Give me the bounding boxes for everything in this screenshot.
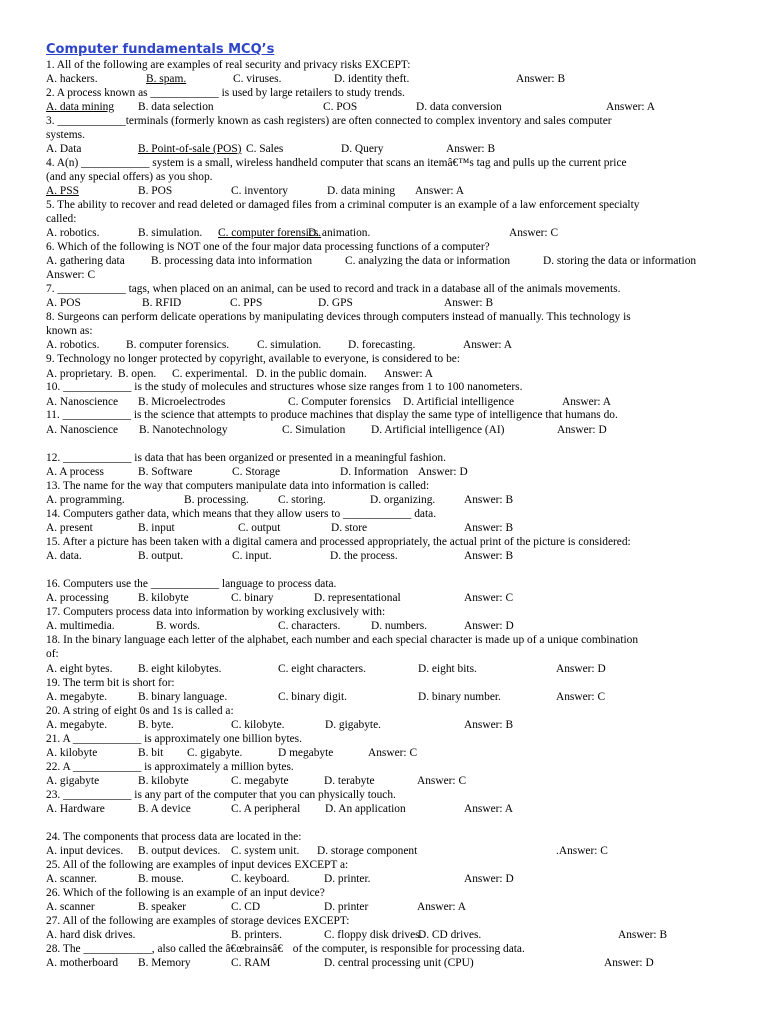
question-text: 12. ____________ is data that has been organized or presented in a meaningful fashion. — [46, 452, 446, 464]
question-text-continuation: called: — [46, 213, 77, 225]
option-c: C. output — [238, 522, 281, 534]
answer-text: Answer: A — [464, 803, 514, 815]
option-b: B. mouse. — [138, 873, 184, 885]
answer-text: Answer: D — [604, 957, 654, 969]
answer-text: Answer: A — [417, 901, 467, 913]
answer-text: Answer: A — [606, 101, 656, 113]
question-text: 11. ____________ is the science that attempts to produce machines that display the same type of intelligence that humans do. — [46, 409, 618, 421]
option-a: A. Nanoscience — [46, 396, 119, 408]
option-a: A. hard disk drives. — [46, 929, 136, 941]
question-text: 10. ____________ is the study of molecules and structures whose size ranges from 1 to 100 nanometers. — [46, 381, 523, 393]
option-a: A. kilobyte — [46, 747, 98, 759]
question-text: 17. Computers process data into information by working exclusively with: — [46, 606, 386, 618]
option-c: C. floppy disk drives. — [324, 929, 423, 941]
question-text: 14. Computers gather data, which means that they allow users to ____________ data. — [46, 508, 437, 520]
option-a: A. proprietary. — [46, 368, 113, 380]
answer-text: Answer: B — [444, 297, 494, 309]
option-a: A. POS — [46, 297, 81, 309]
option-c: C. inventory — [231, 185, 288, 197]
answer-text: Answer: D — [464, 873, 514, 885]
option-b: B. Point-of-sale (POS) — [138, 143, 242, 155]
option-a: A. Data — [46, 143, 82, 155]
option-a: A. megabyte. — [46, 691, 108, 703]
option-c: C. binary — [231, 592, 274, 604]
option-d: D. identity theft. — [334, 73, 410, 85]
answer-text: Answer: D — [464, 620, 514, 632]
option-c: C. binary digit. — [278, 691, 347, 703]
answer-text: Answer: A — [463, 339, 513, 351]
option-d: D. the process. — [330, 550, 398, 562]
option-b: B. printers. — [231, 929, 282, 941]
option-a: A. Hardware — [46, 803, 105, 815]
option-d: D. data conversion — [416, 101, 502, 113]
answer-text: Answer: B — [464, 522, 514, 534]
answer-text: Answer: C — [368, 747, 418, 759]
answer-text: Answer: B — [464, 494, 514, 506]
option-b: B. speaker — [138, 901, 187, 913]
option-d: D. printer. — [324, 873, 371, 885]
option-c: C. simulation. — [257, 339, 322, 351]
answer-text: Answer: C — [46, 269, 96, 281]
option-c: C. input. — [232, 550, 272, 562]
option-a: A. data mining — [46, 101, 115, 113]
option-a: A. data. — [46, 550, 82, 562]
option-c: C. POS — [323, 101, 358, 113]
option-b: B. Microelectrodes — [138, 396, 226, 408]
option-d: D. CD drives. — [418, 929, 482, 941]
option-d: D. organizing. — [370, 494, 436, 506]
question-text: 3. ____________terminals (formerly known as cash registers) are often connected to complex inventory and sales computer — [46, 115, 612, 127]
option-a: A. eight bytes. — [46, 663, 113, 675]
option-c: C. analyzing the data or information — [345, 255, 511, 267]
option-a: A. robotics. — [46, 339, 100, 351]
option-c: C. PPS — [230, 297, 263, 309]
option-c: C. viruses. — [233, 73, 282, 85]
option-a: A. robotics. — [46, 227, 100, 239]
option-b: B. binary language. — [138, 691, 228, 703]
option-a: A. gathering data — [46, 255, 125, 267]
answer-text: Answer: D — [557, 424, 607, 436]
question-text-continuation: of: — [46, 648, 59, 660]
question-text: 28. The ____________, also called the â€œbrainsâ€ of the computer, is responsible for processing data. — [46, 943, 525, 955]
option-b: B. POS — [138, 185, 173, 197]
question-text: 2. A process known as ____________ is used by large retailers to study trends. — [46, 87, 405, 99]
question-text: 20. A string of eight 0s and 1s is called a: — [46, 705, 234, 717]
option-b: B. processing data into information — [151, 255, 313, 267]
option-c: C. A peripheral — [231, 803, 301, 815]
page-title: Computer fundamentals MCQ’s — [46, 42, 275, 57]
option-c: C. eight characters. — [278, 663, 366, 675]
question-text: 4. A(n) ____________ system is a small, wireless handheld computer that scans an itemâ€™s tag and pulls up the current price — [46, 157, 627, 169]
question-text: 27. All of the following are examples of storage devices EXCEPT: — [46, 915, 350, 927]
option-a: A. scanner. — [46, 873, 97, 885]
option-c: C. experimental. — [172, 368, 248, 380]
question-text: 24. The components that process data are located in the: — [46, 831, 302, 843]
option-c: C. megabyte — [231, 775, 289, 787]
answer-text: .Answer: C — [556, 845, 608, 857]
answer-text: Answer: C — [556, 691, 606, 703]
option-d: D. Artificial intelligence (AI) — [371, 424, 505, 436]
option-b: B. open. — [118, 368, 157, 380]
option-c: C. Computer forensics — [288, 396, 391, 408]
option-d: D. central processing unit (CPU) — [324, 957, 474, 969]
option-b: B. input — [138, 522, 175, 534]
answer-text: Answer: B — [516, 73, 566, 85]
option-b: B. RFID — [142, 297, 182, 309]
answer-text: Answer: B — [446, 143, 496, 155]
option-d: D. printer — [324, 901, 369, 913]
option-c: C. RAM — [231, 957, 271, 969]
option-c: C. kilobyte. — [231, 719, 285, 731]
option-d: D. Information — [340, 466, 409, 478]
option-b: B. output. — [138, 550, 184, 562]
option-a: A. motherboard — [46, 957, 119, 969]
option-b: B. Nanotechnology — [139, 424, 228, 436]
answer-text: Answer: A — [562, 396, 612, 408]
option-a: A. input devices. — [46, 845, 124, 857]
answer-text: Answer: A — [415, 185, 465, 197]
option-c: C. Simulation — [282, 424, 346, 436]
answer-text: Answer: B — [464, 550, 514, 562]
question-text: 1. All of the following are examples of real security and privacy risks EXCEPT: — [46, 59, 411, 71]
option-b: B. computer forensics. — [126, 339, 230, 351]
question-text: 9. Technology no longer protected by copyright, available to everyone, is considered to be: — [46, 353, 460, 365]
option-b: B. eight kilobytes. — [138, 663, 222, 675]
option-d: D. forecasting. — [348, 339, 416, 351]
option-c: C. gigabyte. — [187, 747, 243, 759]
question-text: 6. Which of the following is NOT one of the four major data processing functions of a computer? — [46, 241, 490, 253]
option-d: D. terabyte — [324, 775, 375, 787]
question-text: 5. The ability to recover and read deleted or damaged files from a criminal computer is an example of a law enforcement specialty — [46, 199, 640, 211]
option-c: C. computer forensics. — [218, 227, 322, 239]
option-c: C. storing. — [278, 494, 326, 506]
option-a: A. scanner — [46, 901, 95, 913]
option-c: C. keyboard. — [231, 873, 290, 885]
question-text: 8. Surgeons can perform delicate operations by manipulating devices through computers instead of manually. This technology is — [46, 311, 631, 323]
option-a: A. multimedia. — [46, 620, 115, 632]
option-a: A. processing — [46, 592, 109, 604]
option-c: C. characters. — [278, 620, 341, 632]
option-d: D. in the public domain. — [256, 368, 367, 380]
option-d: D. GPS — [318, 297, 353, 309]
option-b: B. Software — [138, 466, 193, 478]
option-b: B. data selection — [138, 101, 214, 113]
answer-text: Answer: C — [464, 592, 514, 604]
option-b: B. simulation. — [138, 227, 203, 239]
option-c: C. system unit. — [231, 845, 300, 857]
option-a: A. programming. — [46, 494, 125, 506]
question-text-continuation: systems. — [46, 129, 85, 141]
option-a: A. hackers. — [46, 73, 98, 85]
option-d: D. animation. — [308, 227, 371, 239]
question-text: 13. The name for the way that computers manipulate data into information is called: — [46, 480, 430, 492]
option-a: A. PSS — [46, 185, 79, 197]
option-a: A. present — [46, 522, 93, 534]
question-text: 19. The term bit is short for: — [46, 677, 175, 689]
option-b: B. words. — [156, 620, 200, 632]
option-b: B. processing. — [184, 494, 249, 506]
answer-text: Answer: C — [417, 775, 467, 787]
answer-text: Answer: B — [464, 719, 514, 731]
option-d: D. numbers. — [371, 620, 427, 632]
answer-text: Answer: A — [384, 368, 434, 380]
option-b: B. kilobyte — [138, 775, 189, 787]
option-a: A. Nanoscience — [46, 424, 119, 436]
option-b: B. bit — [138, 747, 164, 759]
option-d: D. eight bits. — [418, 663, 477, 675]
question-text: 23. ____________ is any part of the computer that you can physically touch. — [46, 789, 396, 801]
option-d: D. gigabyte. — [325, 719, 381, 731]
option-d: D. Artificial intelligence — [403, 396, 515, 408]
answer-text: Answer: C — [509, 227, 559, 239]
question-text: 15. After a picture has been taken with a digital camera and processed appropriately, the actual print of the picture is considered: — [46, 536, 631, 548]
question-text: 16. Computers use the ____________ language to process data. — [46, 578, 337, 590]
option-b: B. byte. — [138, 719, 174, 731]
answer-text: Answer: B — [618, 929, 668, 941]
answer-text: Answer: D — [556, 663, 606, 675]
option-d: D. An application — [325, 803, 406, 815]
question-text: 25. All of the following are examples of input devices EXCEPT a: — [46, 859, 349, 871]
option-d: D. binary number. — [418, 691, 501, 703]
option-b: B. spam. — [146, 73, 187, 85]
option-b: B. output devices. — [138, 845, 221, 857]
option-a: A. gigabyte — [46, 775, 100, 787]
question-text-continuation: (and any special offers) as you shop. — [46, 171, 213, 183]
option-b: B. Memory — [138, 957, 191, 969]
option-a: A. A process — [46, 466, 104, 478]
option-b: B. kilobyte — [138, 592, 189, 604]
option-d: D. data mining — [327, 185, 396, 197]
option-d: D. store — [331, 522, 368, 534]
answer-text: Answer: D — [418, 466, 468, 478]
option-c: C. CD — [231, 901, 261, 913]
option-b: B. A device — [138, 803, 191, 815]
question-text: 18. In the binary language each letter of the alphabet, each number and each special character is made up of a unique combination — [46, 634, 639, 646]
option-a: A. megabyte. — [46, 719, 108, 731]
question-text: 21. A ____________ is approximately one billion bytes. — [46, 733, 302, 745]
question-text-continuation: known as: — [46, 325, 93, 337]
question-text: 7. ____________ tags, when placed on an animal, can be used to record and track in a database all of the animals movements. — [46, 283, 621, 295]
option-c: C. Storage — [232, 466, 281, 478]
option-d: D. Query — [341, 143, 384, 155]
option-d: D. storing the data or information — [543, 255, 697, 267]
option-c: C. Sales — [246, 143, 284, 155]
question-text: 26. Which of the following is an example of an input device? — [46, 887, 325, 899]
option-d: D. storage component — [317, 845, 418, 857]
question-text: 22. A ____________ is approximately a million bytes. — [46, 761, 294, 773]
option-d: D megabyte — [278, 747, 334, 759]
option-d: D. representational — [314, 592, 401, 604]
